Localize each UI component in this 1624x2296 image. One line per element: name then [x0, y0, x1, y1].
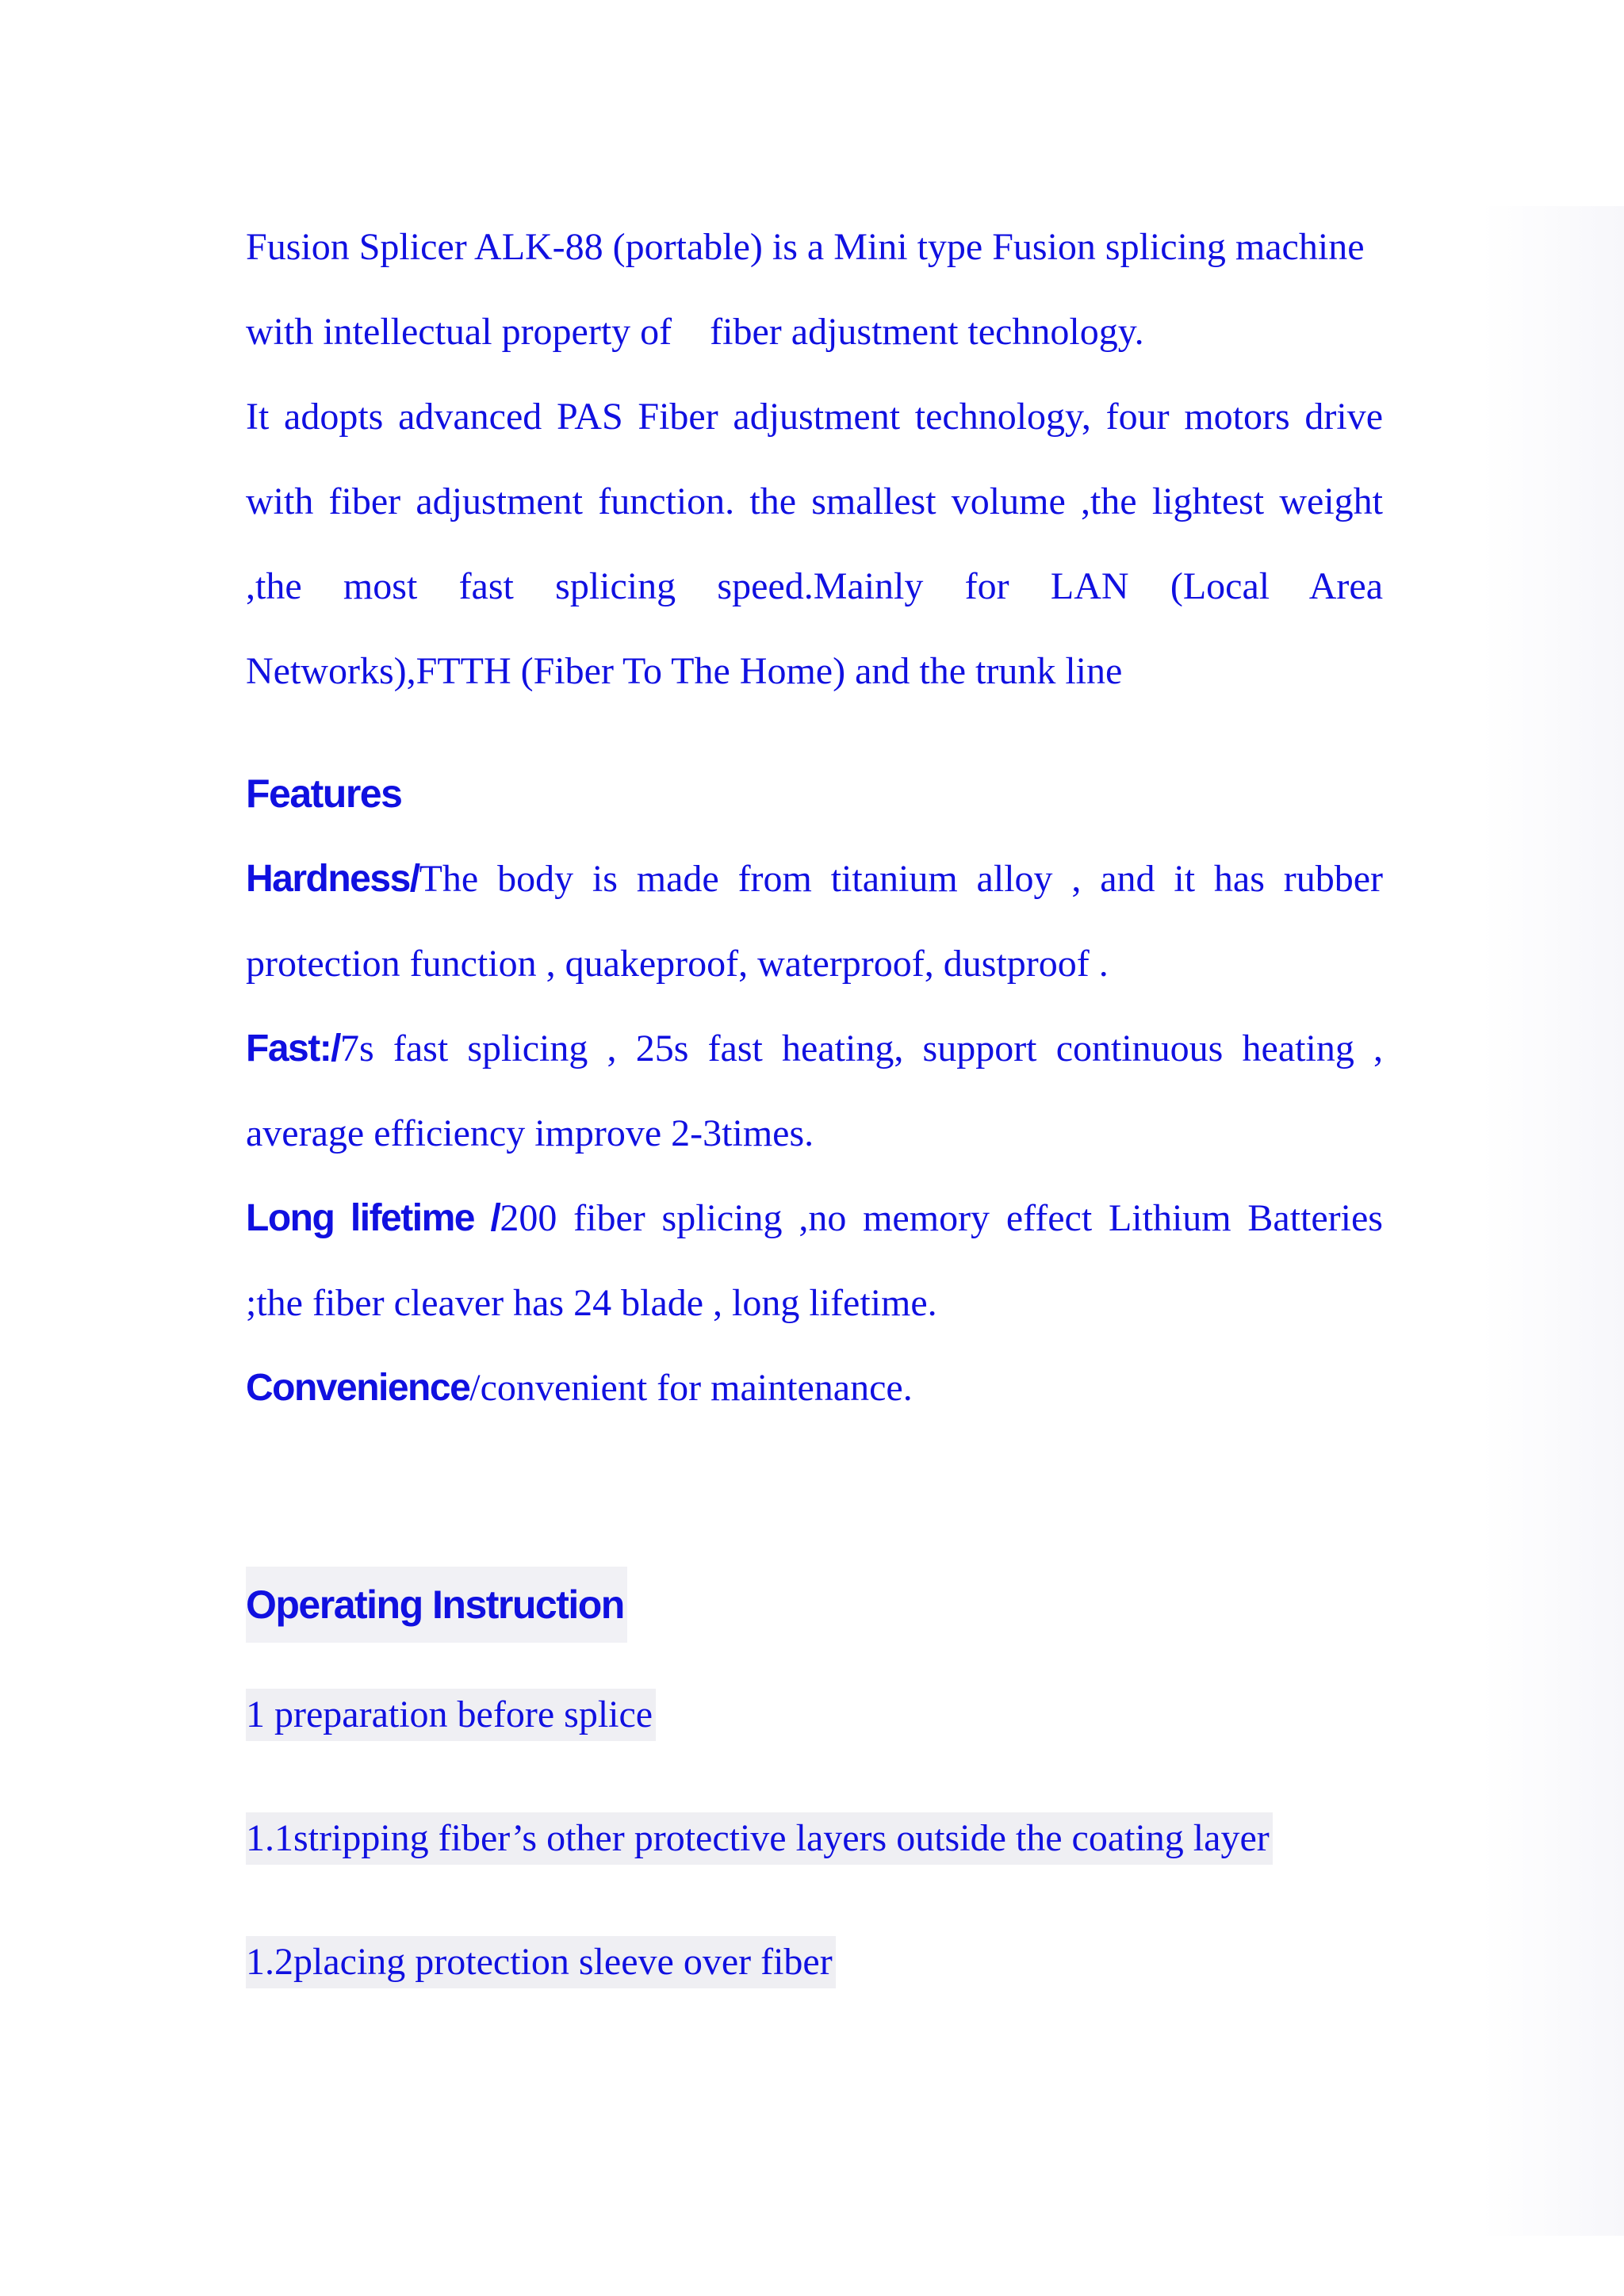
- intro-paragraph-1: Fusion Splicer ALK-88 (portable) is a Mini type Fusion splicing machine with intellectual property of fiber adjustment technology.: [246, 226, 1365, 353]
- feature-text: /convenient for maintenance.: [469, 1367, 913, 1409]
- document-body: [246, 205, 1383, 1988]
- page-edge-shade: [1481, 206, 1624, 2236]
- operating-instruction-heading: Operating Instruction: [246, 1567, 627, 1643]
- feature-long-lifetime: [246, 1176, 1383, 1345]
- feature-text: The body is made from titanium alloy , and it has rubber protection function , quakeproof, waterproof, dustproof .: [246, 858, 1383, 985]
- step-item: [246, 1689, 1383, 1741]
- feature-term: Convenience: [246, 1367, 470, 1409]
- step-text: 1.1stripping fiber’s other protective layers outside the coating layer: [246, 1812, 1273, 1865]
- features-heading: Features: [246, 771, 402, 816]
- feature-term: Fast:/: [246, 1027, 341, 1070]
- step-item: [246, 1936, 1383, 1988]
- feature-hardness: [246, 836, 1383, 1006]
- feature-text: 200 fiber splicing ,no memory effect Lithium Batteries ;the fiber cleaver has 24 blade , long lifetime.: [246, 1197, 1383, 1324]
- intro-paragraph-2: It adopts advanced PAS Fiber adjustment technology, four motors drive with fiber adjustment function. the smallest volume ,the lightest weight ,the most fast splicing speed.Mainly for LAN (Local Area Networks),FTTH (Fiber To The Home) and the trunk line: [246, 396, 1383, 692]
- feature-fast: [246, 1006, 1383, 1176]
- step-text: 1 preparation before splice: [246, 1689, 656, 1741]
- feature-convenience: [246, 1345, 1383, 1430]
- feature-term: Long lifetime /: [246, 1197, 500, 1239]
- step-text: 1.2placing protection sleeve over fiber: [246, 1936, 836, 1988]
- feature-term: Hardness/: [246, 858, 419, 900]
- feature-text: 7s fast splicing , 25s fast heating, support continuous heating , average efficiency improve 2-3times.: [246, 1027, 1383, 1154]
- step-item: [246, 1812, 1383, 1865]
